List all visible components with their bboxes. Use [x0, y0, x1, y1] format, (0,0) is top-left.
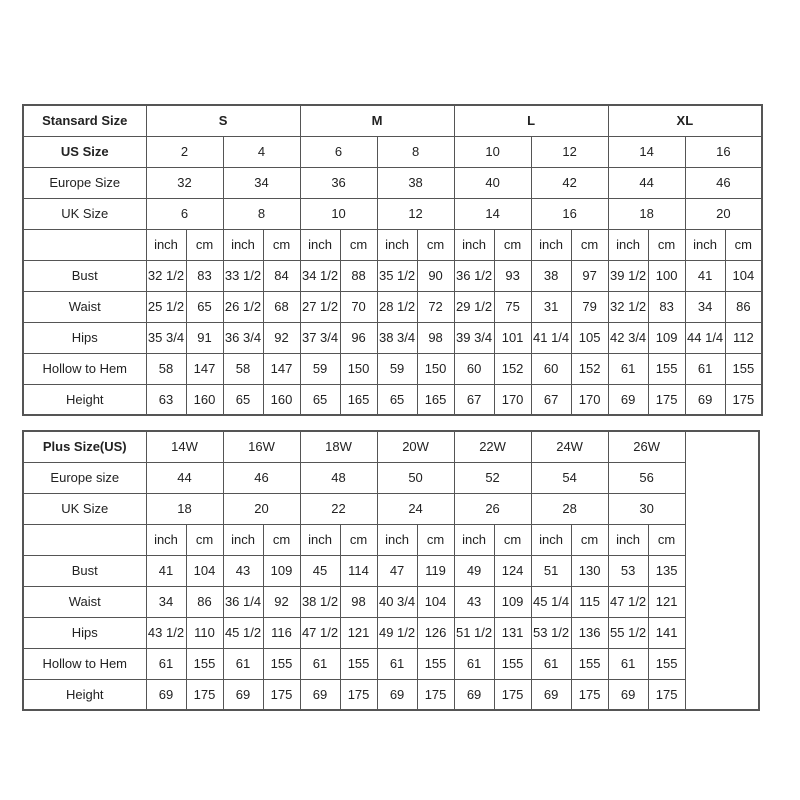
- size-xl-header: XL: [608, 105, 762, 136]
- value-cell: 69: [608, 679, 648, 710]
- value-cell: 155: [571, 648, 608, 679]
- value-cell: 69: [454, 679, 494, 710]
- europe-size-cell: 42: [531, 167, 608, 198]
- value-cell: 175: [494, 679, 531, 710]
- europe-size-cell: 36: [300, 167, 377, 198]
- value-cell: 147: [186, 353, 223, 384]
- value-cell: 70: [340, 291, 377, 322]
- value-cell: 86: [186, 586, 223, 617]
- value-cell: 40 3/4: [377, 586, 417, 617]
- value-cell: 155: [494, 648, 531, 679]
- unit-cm: cm: [186, 229, 223, 260]
- plus-row-waist: [23, 586, 759, 617]
- value-cell: 170: [571, 384, 608, 415]
- value-cell: 38: [531, 260, 571, 291]
- value-cell: 61: [454, 648, 494, 679]
- value-cell: 69: [608, 384, 648, 415]
- value-cell: 59: [377, 353, 417, 384]
- value-cell: 119: [417, 555, 454, 586]
- uk-size-label: UK Size: [23, 198, 146, 229]
- plus-size-header: 18W: [300, 431, 377, 462]
- us-size-cell: 16: [685, 136, 762, 167]
- uk-size-cell: 14: [454, 198, 531, 229]
- unit-cm: cm: [648, 524, 685, 555]
- value-cell: 109: [648, 322, 685, 353]
- value-cell: 104: [186, 555, 223, 586]
- measurement-label: Bust: [23, 555, 146, 586]
- measurement-label: Waist: [23, 291, 146, 322]
- europe-size-row: [23, 167, 762, 198]
- value-cell: 47: [377, 555, 417, 586]
- unit-inch: inch: [685, 229, 725, 260]
- value-cell: 170: [494, 384, 531, 415]
- value-cell: 39 3/4: [454, 322, 494, 353]
- unit-cm: cm: [417, 524, 454, 555]
- plus-size-header: 22W: [454, 431, 531, 462]
- value-cell: 147: [263, 353, 300, 384]
- value-cell: 35 1/2: [377, 260, 417, 291]
- uk-size-cell: 18: [608, 198, 685, 229]
- value-cell: 61: [146, 648, 186, 679]
- value-cell: 47 1/2: [608, 586, 648, 617]
- value-cell: 32 1/2: [146, 260, 186, 291]
- value-cell: 45 1/2: [223, 617, 263, 648]
- value-cell: 43: [223, 555, 263, 586]
- value-cell: 47 1/2: [300, 617, 340, 648]
- europe-size-label: Europe size: [23, 462, 146, 493]
- value-cell: 60: [531, 353, 571, 384]
- unit-inch: inch: [454, 524, 494, 555]
- value-cell: 68: [263, 291, 300, 322]
- value-cell: 126: [417, 617, 454, 648]
- measurement-label: Bust: [23, 260, 146, 291]
- europe-size-cell: 56: [608, 462, 685, 493]
- value-cell: 29 1/2: [454, 291, 494, 322]
- value-cell: 65: [377, 384, 417, 415]
- europe-size-cell: 52: [454, 462, 531, 493]
- value-cell: 104: [725, 260, 762, 291]
- plus-size-title: Plus Size(US): [23, 431, 146, 462]
- value-cell: 31: [531, 291, 571, 322]
- europe-size-cell: 34: [223, 167, 300, 198]
- value-cell: 61: [223, 648, 263, 679]
- value-cell: 98: [417, 322, 454, 353]
- europe-size-cell: 32: [146, 167, 223, 198]
- value-cell: 91: [186, 322, 223, 353]
- value-cell: 109: [263, 555, 300, 586]
- europe-size-cell: 44: [146, 462, 223, 493]
- measurement-label: Hollow to Hem: [23, 353, 146, 384]
- value-cell: 43: [454, 586, 494, 617]
- value-cell: 155: [417, 648, 454, 679]
- value-cell: 53: [608, 555, 648, 586]
- value-cell: 69: [300, 679, 340, 710]
- value-cell: 41: [146, 555, 186, 586]
- value-cell: 61: [685, 353, 725, 384]
- value-cell: 114: [340, 555, 377, 586]
- value-cell: 101: [494, 322, 531, 353]
- value-cell: 69: [685, 384, 725, 415]
- us-size-cell: 10: [454, 136, 531, 167]
- value-cell: 36 1/4: [223, 586, 263, 617]
- unit-inch: inch: [146, 229, 186, 260]
- measurement-row-height: [23, 384, 762, 415]
- unit-inch: inch: [531, 524, 571, 555]
- value-cell: 92: [263, 586, 300, 617]
- value-cell: 49 1/2: [377, 617, 417, 648]
- measurement-label: Hips: [23, 322, 146, 353]
- value-cell: 115: [571, 586, 608, 617]
- uk-size-cell: 18: [146, 493, 223, 524]
- europe-size-cell: 54: [531, 462, 608, 493]
- value-cell: 65: [300, 384, 340, 415]
- unit-cm: cm: [417, 229, 454, 260]
- value-cell: 61: [377, 648, 417, 679]
- measurement-label: Waist: [23, 586, 146, 617]
- value-cell: 51 1/2: [454, 617, 494, 648]
- measurement-row-hips: [23, 322, 762, 353]
- uk-size-cell: 24: [377, 493, 454, 524]
- value-cell: 58: [146, 353, 186, 384]
- value-cell: 92: [263, 322, 300, 353]
- value-cell: 83: [648, 291, 685, 322]
- plus-size-header: 24W: [531, 431, 608, 462]
- measurement-row-waist: [23, 291, 762, 322]
- value-cell: 58: [223, 353, 263, 384]
- unit-inch: inch: [377, 229, 417, 260]
- value-cell: 83: [186, 260, 223, 291]
- unit-cm: cm: [494, 229, 531, 260]
- value-cell: 41 1/4: [531, 322, 571, 353]
- value-cell: 36 3/4: [223, 322, 263, 353]
- value-cell: 109: [494, 586, 531, 617]
- value-cell: 175: [648, 679, 685, 710]
- value-cell: 160: [186, 384, 223, 415]
- plus-size-header: 14W: [146, 431, 223, 462]
- plus-size-header-row: [23, 431, 759, 462]
- value-cell: 41: [685, 260, 725, 291]
- us-size-label: US Size: [23, 136, 146, 167]
- value-cell: 112: [725, 322, 762, 353]
- value-cell: 51: [531, 555, 571, 586]
- value-cell: 69: [377, 679, 417, 710]
- unit-cm: cm: [571, 524, 608, 555]
- plus-empty-column: [685, 431, 759, 710]
- measurement-label: Height: [23, 679, 146, 710]
- value-cell: 69: [223, 679, 263, 710]
- value-cell: 93: [494, 260, 531, 291]
- value-cell: 160: [263, 384, 300, 415]
- value-cell: 96: [340, 322, 377, 353]
- europe-size-cell: 44: [608, 167, 685, 198]
- value-cell: 135: [648, 555, 685, 586]
- value-cell: 155: [263, 648, 300, 679]
- measurement-label: Hips: [23, 617, 146, 648]
- value-cell: 45 1/4: [531, 586, 571, 617]
- measurement-label: Hollow to Hem: [23, 648, 146, 679]
- value-cell: 98: [340, 586, 377, 617]
- value-cell: 105: [571, 322, 608, 353]
- value-cell: 61: [531, 648, 571, 679]
- uk-size-cell: 20: [223, 493, 300, 524]
- value-cell: 34 1/2: [300, 260, 340, 291]
- value-cell: 175: [571, 679, 608, 710]
- value-cell: 175: [417, 679, 454, 710]
- standard-size-table: [22, 104, 763, 416]
- value-cell: 75: [494, 291, 531, 322]
- uk-size-cell: 20: [685, 198, 762, 229]
- value-cell: 175: [186, 679, 223, 710]
- plus-row-bust: [23, 555, 759, 586]
- plus-row-hips: [23, 617, 759, 648]
- value-cell: 69: [146, 679, 186, 710]
- value-cell: 155: [340, 648, 377, 679]
- europe-size-cell: 46: [685, 167, 762, 198]
- plus-size-header: 26W: [608, 431, 685, 462]
- value-cell: 150: [417, 353, 454, 384]
- unit-inch: inch: [146, 524, 186, 555]
- unit-row: [23, 229, 762, 260]
- value-cell: 100: [648, 260, 685, 291]
- value-cell: 86: [725, 291, 762, 322]
- value-cell: 25 1/2: [146, 291, 186, 322]
- value-cell: 124: [494, 555, 531, 586]
- value-cell: 141: [648, 617, 685, 648]
- value-cell: 65: [223, 384, 263, 415]
- unit-cm: cm: [186, 524, 223, 555]
- value-cell: 130: [571, 555, 608, 586]
- value-cell: 67: [531, 384, 571, 415]
- plus-uk-size-row: [23, 493, 759, 524]
- unit-cm: cm: [340, 524, 377, 555]
- value-cell: 34: [146, 586, 186, 617]
- value-cell: 60: [454, 353, 494, 384]
- unit-inch: inch: [223, 524, 263, 555]
- measurement-row-bust: [23, 260, 762, 291]
- unit-row-blank: [23, 524, 146, 555]
- value-cell: 104: [417, 586, 454, 617]
- unit-cm: cm: [263, 524, 300, 555]
- value-cell: 165: [340, 384, 377, 415]
- us-size-cell: 14: [608, 136, 685, 167]
- value-cell: 49: [454, 555, 494, 586]
- value-cell: 152: [494, 353, 531, 384]
- value-cell: 33 1/2: [223, 260, 263, 291]
- europe-size-cell: 40: [454, 167, 531, 198]
- value-cell: 152: [571, 353, 608, 384]
- value-cell: 121: [340, 617, 377, 648]
- value-cell: 42 3/4: [608, 322, 648, 353]
- value-cell: 26 1/2: [223, 291, 263, 322]
- value-cell: 59: [300, 353, 340, 384]
- uk-size-cell: 16: [531, 198, 608, 229]
- uk-size-label: UK Size: [23, 493, 146, 524]
- us-size-cell: 12: [531, 136, 608, 167]
- value-cell: 155: [648, 648, 685, 679]
- value-cell: 39 1/2: [608, 260, 648, 291]
- value-cell: 32 1/2: [608, 291, 648, 322]
- measurement-row-hollow-to-hem: [23, 353, 762, 384]
- unit-inch: inch: [377, 524, 417, 555]
- value-cell: 131: [494, 617, 531, 648]
- plus-size-header: 16W: [223, 431, 300, 462]
- value-cell: 61: [300, 648, 340, 679]
- value-cell: 121: [648, 586, 685, 617]
- value-cell: 65: [186, 291, 223, 322]
- europe-size-label: Europe Size: [23, 167, 146, 198]
- value-cell: 34: [685, 291, 725, 322]
- value-cell: 27 1/2: [300, 291, 340, 322]
- europe-size-cell: 48: [300, 462, 377, 493]
- value-cell: 38 1/2: [300, 586, 340, 617]
- us-size-cell: 2: [146, 136, 223, 167]
- value-cell: 72: [417, 291, 454, 322]
- value-cell: 79: [571, 291, 608, 322]
- unit-cm: cm: [494, 524, 531, 555]
- value-cell: 90: [417, 260, 454, 291]
- plus-row-height: [23, 679, 759, 710]
- value-cell: 69: [531, 679, 571, 710]
- value-cell: 67: [454, 384, 494, 415]
- value-cell: 35 3/4: [146, 322, 186, 353]
- unit-row-blank: [23, 229, 146, 260]
- unit-cm: cm: [648, 229, 685, 260]
- unit-inch: inch: [608, 229, 648, 260]
- value-cell: 45: [300, 555, 340, 586]
- uk-size-cell: 28: [531, 493, 608, 524]
- europe-size-cell: 46: [223, 462, 300, 493]
- europe-size-cell: 50: [377, 462, 454, 493]
- value-cell: 175: [725, 384, 762, 415]
- value-cell: 155: [725, 353, 762, 384]
- size-s-header: S: [146, 105, 300, 136]
- uk-size-cell: 26: [454, 493, 531, 524]
- us-size-cell: 6: [300, 136, 377, 167]
- value-cell: 175: [263, 679, 300, 710]
- value-cell: 150: [340, 353, 377, 384]
- size-m-header: M: [300, 105, 454, 136]
- value-cell: 116: [263, 617, 300, 648]
- value-cell: 36 1/2: [454, 260, 494, 291]
- value-cell: 61: [608, 648, 648, 679]
- unit-cm: cm: [263, 229, 300, 260]
- plus-size-header: 20W: [377, 431, 454, 462]
- value-cell: 110: [186, 617, 223, 648]
- value-cell: 43 1/2: [146, 617, 186, 648]
- value-cell: 97: [571, 260, 608, 291]
- unit-cm: cm: [571, 229, 608, 260]
- unit-cm: cm: [725, 229, 762, 260]
- value-cell: 84: [263, 260, 300, 291]
- us-size-cell: 4: [223, 136, 300, 167]
- value-cell: 155: [648, 353, 685, 384]
- uk-size-cell: 12: [377, 198, 454, 229]
- plus-unit-row: [23, 524, 759, 555]
- plus-size-table: [22, 430, 760, 711]
- uk-size-cell: 22: [300, 493, 377, 524]
- value-cell: 38 3/4: [377, 322, 417, 353]
- value-cell: 37 3/4: [300, 322, 340, 353]
- value-cell: 44 1/4: [685, 322, 725, 353]
- unit-inch: inch: [300, 229, 340, 260]
- value-cell: 155: [186, 648, 223, 679]
- unit-inch: inch: [300, 524, 340, 555]
- value-cell: 55 1/2: [608, 617, 648, 648]
- plus-row-hollow-to-hem: [23, 648, 759, 679]
- uk-size-row: [23, 198, 762, 229]
- unit-inch: inch: [531, 229, 571, 260]
- value-cell: 28 1/2: [377, 291, 417, 322]
- value-cell: 175: [648, 384, 685, 415]
- us-size-cell: 8: [377, 136, 454, 167]
- unit-inch: inch: [223, 229, 263, 260]
- uk-size-cell: 10: [300, 198, 377, 229]
- value-cell: 136: [571, 617, 608, 648]
- value-cell: 53 1/2: [531, 617, 571, 648]
- plus-europe-size-row: [23, 462, 759, 493]
- value-cell: 61: [608, 353, 648, 384]
- value-cell: 175: [340, 679, 377, 710]
- unit-inch: inch: [454, 229, 494, 260]
- uk-size-cell: 6: [146, 198, 223, 229]
- uk-size-cell: 8: [223, 198, 300, 229]
- value-cell: 88: [340, 260, 377, 291]
- unit-inch: inch: [608, 524, 648, 555]
- standard-size-title: Stansard Size: [23, 105, 146, 136]
- us-size-row: [23, 136, 762, 167]
- value-cell: 165: [417, 384, 454, 415]
- standard-size-header-row: [23, 105, 762, 136]
- europe-size-cell: 38: [377, 167, 454, 198]
- uk-size-cell: 30: [608, 493, 685, 524]
- measurement-label: Height: [23, 384, 146, 415]
- unit-cm: cm: [340, 229, 377, 260]
- value-cell: 63: [146, 384, 186, 415]
- size-l-header: L: [454, 105, 608, 136]
